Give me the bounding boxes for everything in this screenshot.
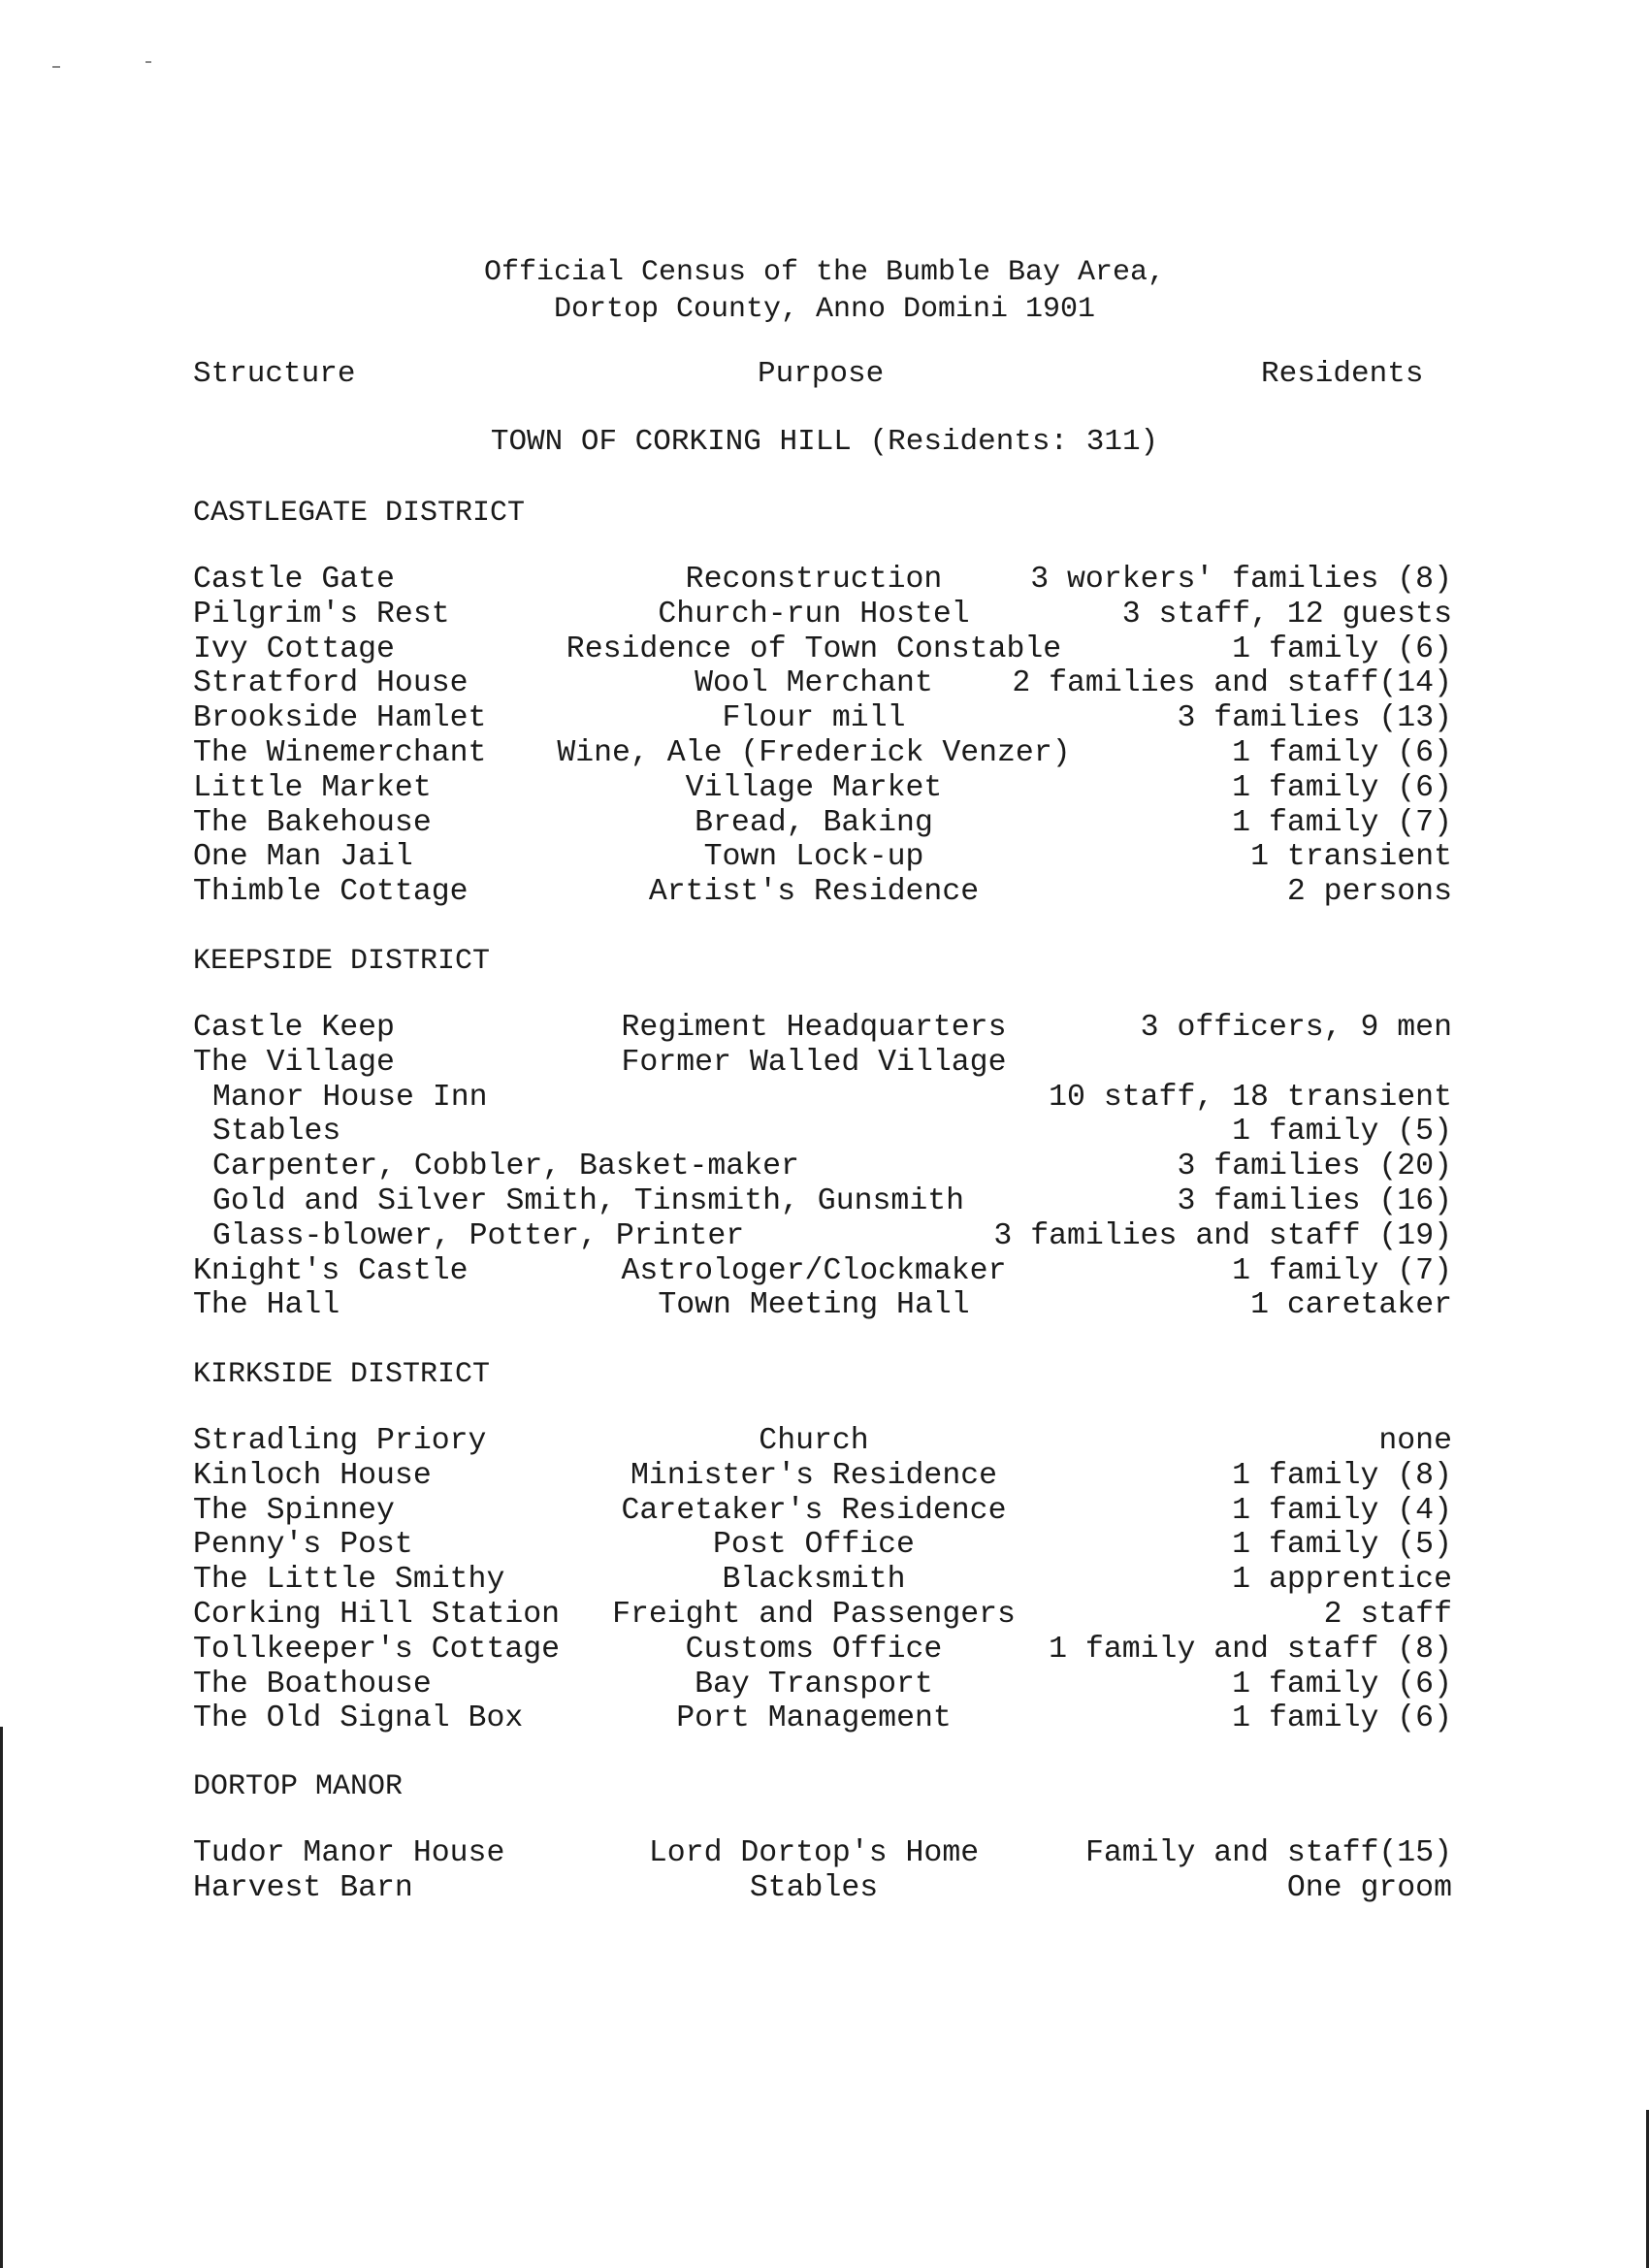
purpose-cell: Church [759, 1424, 869, 1458]
structure-cell: Stradling Priory [193, 1424, 487, 1458]
purpose-cell: Bay Transport [695, 1667, 933, 1701]
census-row [193, 1424, 1452, 1459]
structure-cell: Stratford House [193, 666, 469, 701]
census-row [193, 1563, 1452, 1598]
purpose-cell: Town Meeting Hall [658, 1288, 970, 1323]
structure-cell: Tollkeeper's Cottage [193, 1632, 561, 1667]
purpose-cell: Flour mill [722, 701, 906, 736]
census-row [193, 666, 1452, 701]
residents-cell: 3 staff, 12 guests [1121, 597, 1452, 632]
purpose-cell: Town Lock-up [703, 840, 924, 875]
census-row [193, 1081, 1452, 1116]
district-heading: CASTLEGATE DISTRICT [193, 497, 526, 530]
scan-speck [52, 66, 60, 68]
purpose-cell: Village Market [685, 770, 943, 805]
structure-cell: Castle Gate [193, 563, 395, 597]
residents-cell: 3 families and staff (19) [993, 1218, 1452, 1253]
residents-cell: 1 family (6) [1232, 770, 1452, 805]
purpose-cell: Former Walled Village [621, 1045, 1007, 1080]
purpose-cell: Caretaker's Residence [621, 1493, 1007, 1528]
census-row [193, 1219, 1452, 1254]
purpose-cell: Minister's Residence [630, 1458, 998, 1493]
census-row [193, 598, 1452, 632]
census-row [193, 563, 1452, 598]
census-row [193, 1459, 1452, 1494]
residents-cell: 1 family (5) [1232, 1115, 1452, 1150]
census-row [193, 1115, 1452, 1150]
structure-cell: Corking Hill Station [193, 1598, 561, 1632]
structure-cell: Glass-blower, Potter, Printer [212, 1218, 745, 1253]
scan-speck [146, 61, 151, 63]
residents-cell: 2 persons [1286, 875, 1452, 910]
structure-cell: Harvest Barn [193, 1870, 413, 1905]
title-line-1: Official Census of the Bumble Bay Area, [483, 256, 1166, 289]
residents-cell: 1 family (6) [1232, 736, 1452, 770]
document-title [291, 254, 1358, 328]
structure-cell: Stables [212, 1115, 341, 1150]
census-row [193, 1871, 1452, 1906]
structure-cell: Gold and Silver Smith, Tinsmith, Gunsmith [212, 1184, 965, 1218]
purpose-cell: Blacksmith [722, 1563, 906, 1598]
census-row [193, 840, 1452, 875]
residents-cell: 1 apprentice [1232, 1563, 1452, 1598]
census-row [193, 1254, 1452, 1289]
census-row [193, 1836, 1452, 1871]
residents-cell: 1 family (6) [1232, 1701, 1452, 1736]
residents-cell: none [1378, 1424, 1452, 1458]
structure-cell: Kinloch House [193, 1458, 432, 1493]
structure-cell: The Spinney [193, 1493, 395, 1528]
structure-cell: Thimble Cottage [193, 875, 469, 910]
census-row [193, 1046, 1452, 1081]
census-row [193, 1633, 1452, 1668]
purpose-cell: Wool Merchant [695, 666, 933, 701]
structure-cell: Castle Keep [193, 1011, 395, 1045]
structure-cell: Brookside Hamlet [193, 701, 487, 736]
purpose-cell: Wine, Ale (Frederick Venzer) [557, 736, 1071, 770]
census-row [193, 1150, 1452, 1184]
residents-cell: 1 family and staff (8) [1049, 1632, 1452, 1667]
census-row [193, 1011, 1452, 1046]
purpose-cell: Reconstruction [685, 563, 943, 597]
census-row [193, 806, 1452, 841]
district-heading: DORTOP MANOR [193, 1770, 404, 1803]
census-row [193, 1701, 1452, 1736]
residents-cell: 1 family (6) [1232, 632, 1452, 666]
structure-cell: The Old Signal Box [193, 1701, 524, 1736]
purpose-cell: Bread, Baking [695, 805, 933, 840]
census-row [193, 1288, 1452, 1323]
structure-cell: The Bakehouse [193, 805, 432, 840]
residents-cell: 3 workers' families (8) [1030, 563, 1452, 597]
residents-cell: 1 family (8) [1232, 1458, 1452, 1493]
residents-cell: One groom [1286, 1870, 1452, 1905]
title-line-2: Dortop County, Anno Domini 1901 [553, 293, 1096, 326]
purpose-cell: Customs Office [685, 1632, 943, 1667]
structure-cell: Little Market [193, 770, 432, 805]
residents-cell: 1 family (6) [1232, 1667, 1452, 1701]
residents-cell: 1 transient [1250, 840, 1452, 875]
residents-cell: 3 families (20) [1177, 1150, 1452, 1184]
purpose-cell: Regiment Headquarters [621, 1011, 1007, 1045]
structure-cell: The Hall [193, 1288, 340, 1323]
purpose-cell: Lord Dortop's Home [648, 1836, 980, 1870]
purpose-cell: Post Office [713, 1528, 915, 1563]
residents-cell: 2 staff [1323, 1598, 1452, 1632]
purpose-cell: Church-run Hostel [658, 597, 970, 632]
purpose-cell: Stables [749, 1870, 879, 1905]
residents-cell: Family and staff(15) [1084, 1836, 1452, 1870]
town-heading: TOWN OF CORKING HILL (Residents: 311) [490, 425, 1159, 459]
census-row [193, 1598, 1452, 1633]
structure-cell: Penny's Post [193, 1528, 413, 1563]
residents-cell: 3 officers, 9 men [1140, 1011, 1452, 1045]
residents-cell: 3 families (13) [1177, 701, 1452, 736]
structure-cell: Manor House Inn [212, 1080, 488, 1115]
residents-cell: 1 family (4) [1232, 1493, 1452, 1528]
census-row [193, 771, 1452, 806]
structure-cell: Knight's Castle [193, 1253, 469, 1288]
district-heading: KEEPSIDE DISTRICT [193, 945, 491, 978]
structure-cell: Ivy Cottage [193, 632, 395, 666]
purpose-cell: Freight and Passengers [612, 1598, 1016, 1632]
residents-cell: 2 families and staff(14) [1012, 666, 1452, 701]
census-row [193, 1494, 1452, 1529]
census-row [193, 1528, 1452, 1563]
structure-cell: Pilgrim's Rest [193, 597, 450, 632]
census-row [193, 1184, 1452, 1219]
structure-cell: One Man Jail [193, 840, 413, 875]
district-heading: KIRKSIDE DISTRICT [193, 1358, 491, 1391]
scan-edge [0, 1727, 3, 2268]
column-header-structure: Structure [193, 357, 356, 391]
column-header-purpose: Purpose [758, 357, 885, 391]
purpose-cell: Residence of Town Constable [566, 632, 1062, 666]
residents-cell: 10 staff, 18 transient [1049, 1080, 1452, 1115]
residents-cell: 1 family (5) [1232, 1528, 1452, 1563]
structure-cell: The Winemerchant [193, 736, 487, 770]
structure-cell: The Little Smithy [193, 1563, 505, 1598]
column-header-residents: Residents [1261, 357, 1424, 391]
purpose-cell: Artist's Residence [648, 875, 980, 910]
census-row [193, 875, 1452, 910]
residents-cell: 1 family (7) [1232, 805, 1452, 840]
census-row [193, 1668, 1452, 1702]
census-row [193, 632, 1452, 667]
purpose-cell: Astrologer/Clockmaker [621, 1253, 1007, 1288]
residents-cell: 1 family (7) [1232, 1253, 1452, 1288]
census-row [193, 701, 1452, 736]
purpose-cell: Port Management [676, 1701, 952, 1736]
structure-cell: Tudor Manor House [193, 1836, 505, 1870]
structure-cell: The Village [193, 1045, 395, 1080]
census-row [193, 736, 1452, 771]
structure-cell: Carpenter, Cobbler, Basket-maker [212, 1150, 799, 1184]
structure-cell: The Boathouse [193, 1667, 432, 1701]
residents-cell: 3 families (16) [1177, 1184, 1452, 1218]
residents-cell: 1 caretaker [1250, 1288, 1452, 1323]
